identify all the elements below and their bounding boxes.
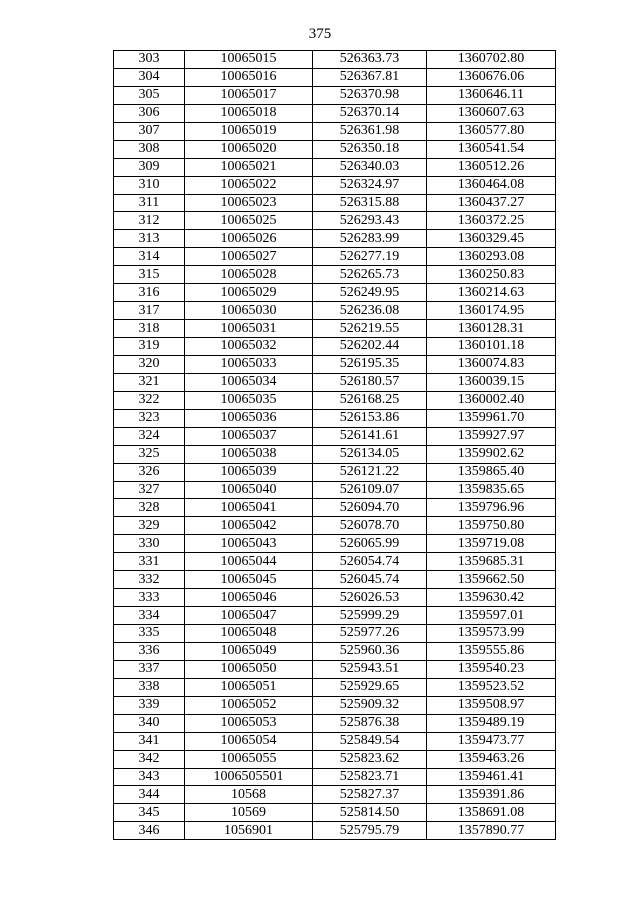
table-row: [114, 122, 556, 140]
y-coordinate-cell: 1360437.27: [427, 194, 556, 212]
y-coordinate-cell: 1360074.83: [427, 355, 556, 373]
row-number-cell: 319: [114, 338, 185, 356]
point-id-cell: 10568: [185, 786, 313, 804]
row-number-cell: 316: [114, 284, 185, 302]
row-number-cell: 312: [114, 212, 185, 230]
point-id-cell: 10065045: [185, 571, 313, 589]
row-number-cell: 333: [114, 589, 185, 607]
x-coordinate-cell: 525827.37: [313, 786, 427, 804]
x-coordinate-cell: 526202.44: [313, 338, 427, 356]
x-coordinate-cell: 526153.86: [313, 409, 427, 427]
y-coordinate-cell: 1359719.08: [427, 535, 556, 553]
table-row: [114, 625, 556, 643]
row-number-cell: 303: [114, 51, 185, 69]
row-number-cell: 313: [114, 230, 185, 248]
row-number-cell: 329: [114, 517, 185, 535]
y-coordinate-cell: 1359463.26: [427, 750, 556, 768]
table-row: [114, 104, 556, 122]
y-coordinate-cell: 1360039.15: [427, 373, 556, 391]
x-coordinate-cell: 525977.26: [313, 625, 427, 643]
row-number-cell: 305: [114, 86, 185, 104]
table-row: [114, 714, 556, 732]
x-coordinate-cell: 526265.73: [313, 266, 427, 284]
x-coordinate-cell: 525909.32: [313, 696, 427, 714]
point-id-cell: 10065049: [185, 642, 313, 660]
row-number-cell: 314: [114, 248, 185, 266]
row-number-cell: 326: [114, 463, 185, 481]
point-id-cell: 10065039: [185, 463, 313, 481]
y-coordinate-cell: 1360702.80: [427, 51, 556, 69]
table-row: [114, 804, 556, 822]
y-coordinate-cell: 1360329.45: [427, 230, 556, 248]
row-number-cell: 308: [114, 140, 185, 158]
row-number-cell: 330: [114, 535, 185, 553]
y-coordinate-cell: 1359461.41: [427, 768, 556, 786]
y-coordinate-cell: 1360250.83: [427, 266, 556, 284]
row-number-cell: 337: [114, 660, 185, 678]
y-coordinate-cell: 1359750.80: [427, 517, 556, 535]
table-row: [114, 553, 556, 571]
table-row: [114, 607, 556, 625]
y-coordinate-cell: 1359902.62: [427, 445, 556, 463]
row-number-cell: 341: [114, 732, 185, 750]
y-coordinate-cell: 1360464.08: [427, 176, 556, 194]
row-number-cell: 306: [114, 104, 185, 122]
row-number-cell: 307: [114, 122, 185, 140]
row-number-cell: 342: [114, 750, 185, 768]
table-row: [114, 355, 556, 373]
point-id-cell: 10065041: [185, 499, 313, 517]
y-coordinate-cell: 1360128.31: [427, 320, 556, 338]
table-row: [114, 51, 556, 69]
row-number-cell: 309: [114, 158, 185, 176]
y-coordinate-cell: 1359508.97: [427, 696, 556, 714]
x-coordinate-cell: 526054.74: [313, 553, 427, 571]
point-id-cell: 10065047: [185, 607, 313, 625]
x-coordinate-cell: 526283.99: [313, 230, 427, 248]
point-id-cell: 10065032: [185, 338, 313, 356]
point-id-cell: 10065023: [185, 194, 313, 212]
row-number-cell: 321: [114, 373, 185, 391]
x-coordinate-cell: 526219.55: [313, 320, 427, 338]
table-row: [114, 571, 556, 589]
row-number-cell: 339: [114, 696, 185, 714]
y-coordinate-cell: 1359540.23: [427, 660, 556, 678]
point-id-cell: 10065019: [185, 122, 313, 140]
table-row: [114, 266, 556, 284]
point-id-cell: 10065038: [185, 445, 313, 463]
y-coordinate-cell: 1360214.63: [427, 284, 556, 302]
table-row: [114, 391, 556, 409]
table-row: [114, 86, 556, 104]
point-id-cell: 10065036: [185, 409, 313, 427]
table-row: [114, 68, 556, 86]
x-coordinate-cell: 526249.95: [313, 284, 427, 302]
point-id-cell: 1006505501: [185, 768, 313, 786]
point-id-cell: 10065043: [185, 535, 313, 553]
x-coordinate-cell: 526236.08: [313, 302, 427, 320]
x-coordinate-cell: 526109.07: [313, 481, 427, 499]
y-coordinate-cell: 1358691.08: [427, 804, 556, 822]
row-number-cell: 344: [114, 786, 185, 804]
y-coordinate-cell: 1360101.18: [427, 338, 556, 356]
point-id-cell: 10065046: [185, 589, 313, 607]
point-id-cell: 10065053: [185, 714, 313, 732]
point-id-cell: 10065037: [185, 427, 313, 445]
table-row: [114, 248, 556, 266]
row-number-cell: 336: [114, 642, 185, 660]
table-row: [114, 373, 556, 391]
y-coordinate-cell: 1359927.97: [427, 427, 556, 445]
x-coordinate-cell: 526141.61: [313, 427, 427, 445]
x-coordinate-cell: 525823.62: [313, 750, 427, 768]
row-number-cell: 322: [114, 391, 185, 409]
table-row: [114, 768, 556, 786]
row-number-cell: 335: [114, 625, 185, 643]
table-row: [114, 284, 556, 302]
x-coordinate-cell: 526367.81: [313, 68, 427, 86]
x-coordinate-cell: 526078.70: [313, 517, 427, 535]
point-id-cell: 10065034: [185, 373, 313, 391]
point-id-cell: 10065052: [185, 696, 313, 714]
table-row: [114, 230, 556, 248]
row-number-cell: 310: [114, 176, 185, 194]
point-id-cell: 10065026: [185, 230, 313, 248]
x-coordinate-cell: 526026.53: [313, 589, 427, 607]
row-number-cell: 343: [114, 768, 185, 786]
x-coordinate-cell: 525960.36: [313, 642, 427, 660]
y-coordinate-cell: 1360002.40: [427, 391, 556, 409]
point-id-cell: 10065028: [185, 266, 313, 284]
x-coordinate-cell: 526168.25: [313, 391, 427, 409]
row-number-cell: 332: [114, 571, 185, 589]
x-coordinate-cell: 526370.98: [313, 86, 427, 104]
y-coordinate-cell: 1359523.52: [427, 678, 556, 696]
point-id-cell: 1056901: [185, 822, 313, 840]
table-row: [114, 642, 556, 660]
x-coordinate-cell: 525929.65: [313, 678, 427, 696]
y-coordinate-cell: 1359865.40: [427, 463, 556, 481]
point-id-cell: 10065035: [185, 391, 313, 409]
x-coordinate-cell: 525795.79: [313, 822, 427, 840]
point-id-cell: 10065055: [185, 750, 313, 768]
row-number-cell: 340: [114, 714, 185, 732]
point-id-cell: 10065030: [185, 302, 313, 320]
table-row: [114, 212, 556, 230]
y-coordinate-cell: 1359630.42: [427, 589, 556, 607]
table-row: [114, 445, 556, 463]
point-id-cell: 10569: [185, 804, 313, 822]
point-id-cell: 10065031: [185, 320, 313, 338]
y-coordinate-cell: 1360577.80: [427, 122, 556, 140]
row-number-cell: 327: [114, 481, 185, 499]
point-id-cell: 10065018: [185, 104, 313, 122]
y-coordinate-cell: 1359489.19: [427, 714, 556, 732]
table-row: [114, 320, 556, 338]
row-number-cell: 315: [114, 266, 185, 284]
table-row: [114, 517, 556, 535]
table-row: [114, 696, 556, 714]
table-row: [114, 140, 556, 158]
point-id-cell: 10065048: [185, 625, 313, 643]
x-coordinate-cell: 526324.97: [313, 176, 427, 194]
table-row: [114, 499, 556, 517]
table-row: [114, 463, 556, 481]
y-coordinate-cell: 1359597.01: [427, 607, 556, 625]
table-row: [114, 786, 556, 804]
x-coordinate-cell: 526340.03: [313, 158, 427, 176]
row-number-cell: 317: [114, 302, 185, 320]
point-id-cell: 10065051: [185, 678, 313, 696]
x-coordinate-cell: 525814.50: [313, 804, 427, 822]
coordinate-table: [113, 50, 556, 840]
point-id-cell: 10065054: [185, 732, 313, 750]
point-id-cell: 10065027: [185, 248, 313, 266]
x-coordinate-cell: 525849.54: [313, 732, 427, 750]
table-row: [114, 338, 556, 356]
table-row: [114, 822, 556, 840]
y-coordinate-cell: 1359835.65: [427, 481, 556, 499]
row-number-cell: 346: [114, 822, 185, 840]
row-number-cell: 325: [114, 445, 185, 463]
point-id-cell: 10065025: [185, 212, 313, 230]
point-id-cell: 10065050: [185, 660, 313, 678]
point-id-cell: 10065016: [185, 68, 313, 86]
table-row: [114, 194, 556, 212]
x-coordinate-cell: 526134.05: [313, 445, 427, 463]
y-coordinate-cell: 1360676.06: [427, 68, 556, 86]
table-row: [114, 732, 556, 750]
point-id-cell: 10065040: [185, 481, 313, 499]
row-number-cell: 338: [114, 678, 185, 696]
point-id-cell: 10065021: [185, 158, 313, 176]
x-coordinate-cell: 526293.43: [313, 212, 427, 230]
y-coordinate-cell: 1359662.50: [427, 571, 556, 589]
table-row: [114, 481, 556, 499]
y-coordinate-cell: 1359555.86: [427, 642, 556, 660]
table-row: [114, 409, 556, 427]
x-coordinate-cell: 526315.88: [313, 194, 427, 212]
y-coordinate-cell: 1360512.26: [427, 158, 556, 176]
y-coordinate-cell: 1357890.77: [427, 822, 556, 840]
x-coordinate-cell: 526180.57: [313, 373, 427, 391]
row-number-cell: 304: [114, 68, 185, 86]
row-number-cell: 334: [114, 607, 185, 625]
x-coordinate-cell: 525876.38: [313, 714, 427, 732]
table-row: [114, 660, 556, 678]
point-id-cell: 10065022: [185, 176, 313, 194]
y-coordinate-cell: 1359796.96: [427, 499, 556, 517]
point-id-cell: 10065015: [185, 51, 313, 69]
x-coordinate-cell: 526363.73: [313, 51, 427, 69]
x-coordinate-cell: 525999.29: [313, 607, 427, 625]
y-coordinate-cell: 1359573.99: [427, 625, 556, 643]
point-id-cell: 10065020: [185, 140, 313, 158]
table-row: [114, 589, 556, 607]
table-row: [114, 535, 556, 553]
row-number-cell: 320: [114, 355, 185, 373]
x-coordinate-cell: 526195.35: [313, 355, 427, 373]
page-number: 375: [308, 26, 332, 42]
y-coordinate-cell: 1360607.63: [427, 104, 556, 122]
table-row: [114, 750, 556, 768]
x-coordinate-cell: 526277.19: [313, 248, 427, 266]
x-coordinate-cell: 526370.14: [313, 104, 427, 122]
y-coordinate-cell: 1360646.11: [427, 86, 556, 104]
y-coordinate-cell: 1360293.08: [427, 248, 556, 266]
y-coordinate-cell: 1359473.77: [427, 732, 556, 750]
coordinate-table-body: [114, 51, 556, 840]
row-number-cell: 328: [114, 499, 185, 517]
point-id-cell: 10065017: [185, 86, 313, 104]
table-row: [114, 176, 556, 194]
table-row: [114, 302, 556, 320]
y-coordinate-cell: 1360174.95: [427, 302, 556, 320]
table-row: [114, 158, 556, 176]
row-number-cell: 324: [114, 427, 185, 445]
x-coordinate-cell: 526045.74: [313, 571, 427, 589]
point-id-cell: 10065042: [185, 517, 313, 535]
x-coordinate-cell: 526350.18: [313, 140, 427, 158]
y-coordinate-cell: 1359685.31: [427, 553, 556, 571]
row-number-cell: 331: [114, 553, 185, 571]
table-row: [114, 678, 556, 696]
y-coordinate-cell: 1360372.25: [427, 212, 556, 230]
point-id-cell: 10065044: [185, 553, 313, 571]
point-id-cell: 10065033: [185, 355, 313, 373]
x-coordinate-cell: 526094.70: [313, 499, 427, 517]
row-number-cell: 345: [114, 804, 185, 822]
point-id-cell: 10065029: [185, 284, 313, 302]
table-row: [114, 427, 556, 445]
y-coordinate-cell: 1359391.86: [427, 786, 556, 804]
row-number-cell: 311: [114, 194, 185, 212]
y-coordinate-cell: 1360541.54: [427, 140, 556, 158]
x-coordinate-cell: 525943.51: [313, 660, 427, 678]
x-coordinate-cell: 525823.71: [313, 768, 427, 786]
row-number-cell: 323: [114, 409, 185, 427]
x-coordinate-cell: 526361.98: [313, 122, 427, 140]
y-coordinate-cell: 1359961.70: [427, 409, 556, 427]
row-number-cell: 318: [114, 320, 185, 338]
x-coordinate-cell: 526065.99: [313, 535, 427, 553]
x-coordinate-cell: 526121.22: [313, 463, 427, 481]
